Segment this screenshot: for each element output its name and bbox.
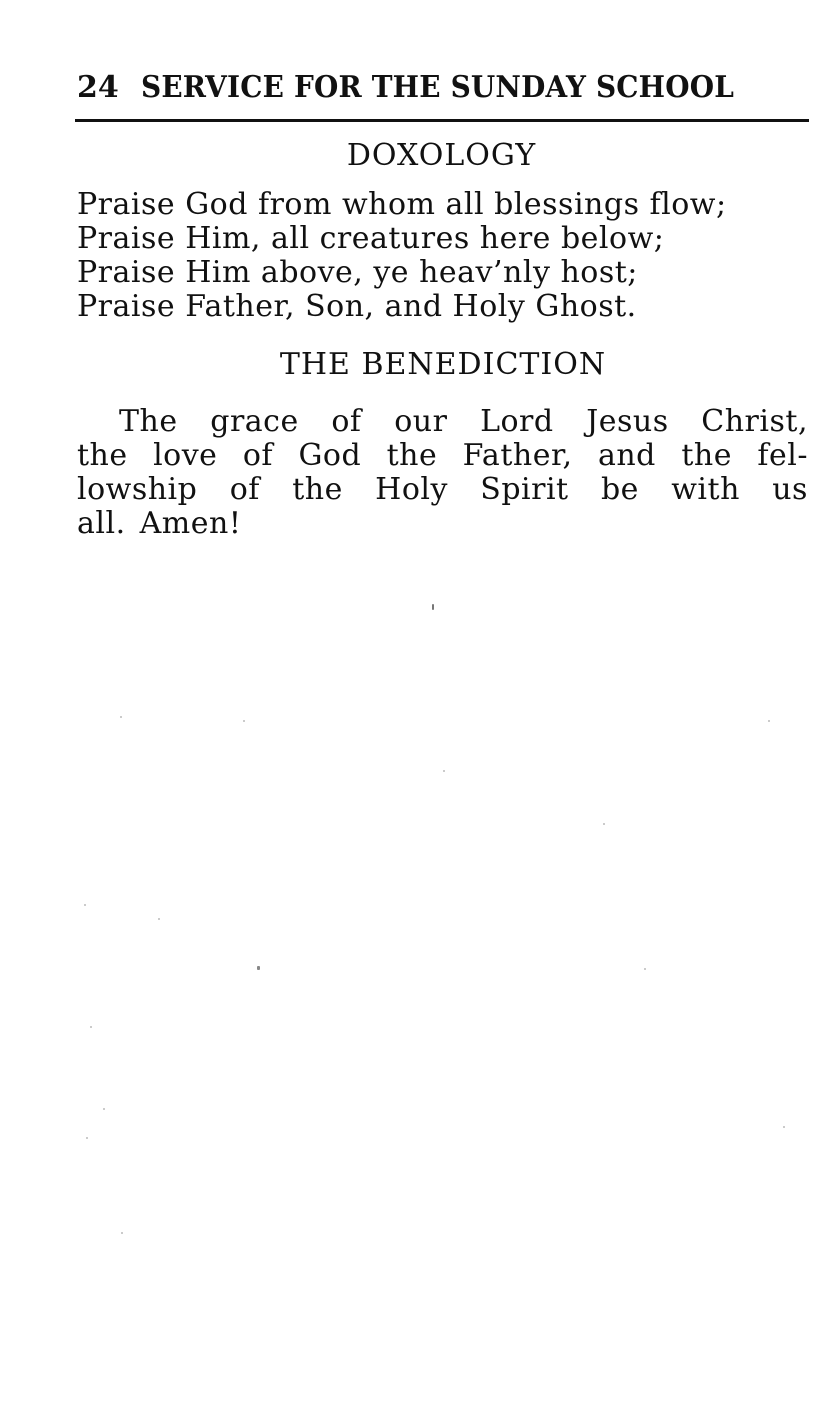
benediction-line [77,439,808,473]
scan-speck [603,823,605,825]
doxology-verse [77,188,812,324]
word: Spirit [480,472,569,507]
word: Amen! [139,506,242,541]
scan-speck [121,1232,123,1234]
word: the [681,438,732,473]
word: of [229,472,260,507]
scan-speck [103,1108,105,1110]
scan-speck [443,770,445,772]
doxology-heading: DOXOLOGY [346,138,537,173]
word: Lord [480,404,554,439]
word: the [292,472,343,507]
verse-line: Praise Him above, ye heav’nly host; [77,255,638,290]
verse-line: Praise Him, all creatures here below; [77,221,665,256]
word: our [394,404,448,439]
benediction-heading: THE BENEDICTION [279,347,607,382]
word: grace [210,404,299,439]
benediction-text [77,405,808,541]
word: fel- [757,438,808,473]
scan-speck [644,968,646,970]
word: love [153,438,218,473]
running-title: SERVICE FOR THE SUNDAY SCHOOL [141,70,735,105]
word: God [298,438,362,473]
scan-speck [783,1126,785,1128]
verse-line: Praise Father, Son, and Holy Ghost. [77,289,637,324]
benediction-line [77,405,808,439]
benediction-line [77,507,808,541]
word: Holy [375,472,448,507]
word: Father, [462,438,573,473]
word: the [77,438,128,473]
word: Christ, [701,404,808,439]
word: lowship [77,472,198,507]
scan-speck [432,604,434,610]
word: of [331,404,362,439]
word: us [772,472,808,507]
benediction-line [77,473,808,507]
scan-speck [243,720,245,722]
word: the [386,438,438,473]
scan-speck [158,918,160,920]
word: be [600,472,639,507]
scan-speck [90,1026,92,1028]
word: all. [77,506,126,541]
scan-speck [86,1137,88,1139]
scan-speck [257,966,260,970]
word: Jesus [586,404,669,439]
word: of [242,438,274,473]
word: with [671,472,740,507]
scan-speck [120,716,122,718]
word: and [597,438,656,473]
scan-speck [768,720,770,722]
scan-speck [84,904,86,906]
verse-line: Praise God from whom all blessings flow; [77,187,727,222]
page-number: 24 [77,70,119,105]
word: The [119,404,178,439]
header-rule [75,119,809,122]
running-head [77,66,808,110]
